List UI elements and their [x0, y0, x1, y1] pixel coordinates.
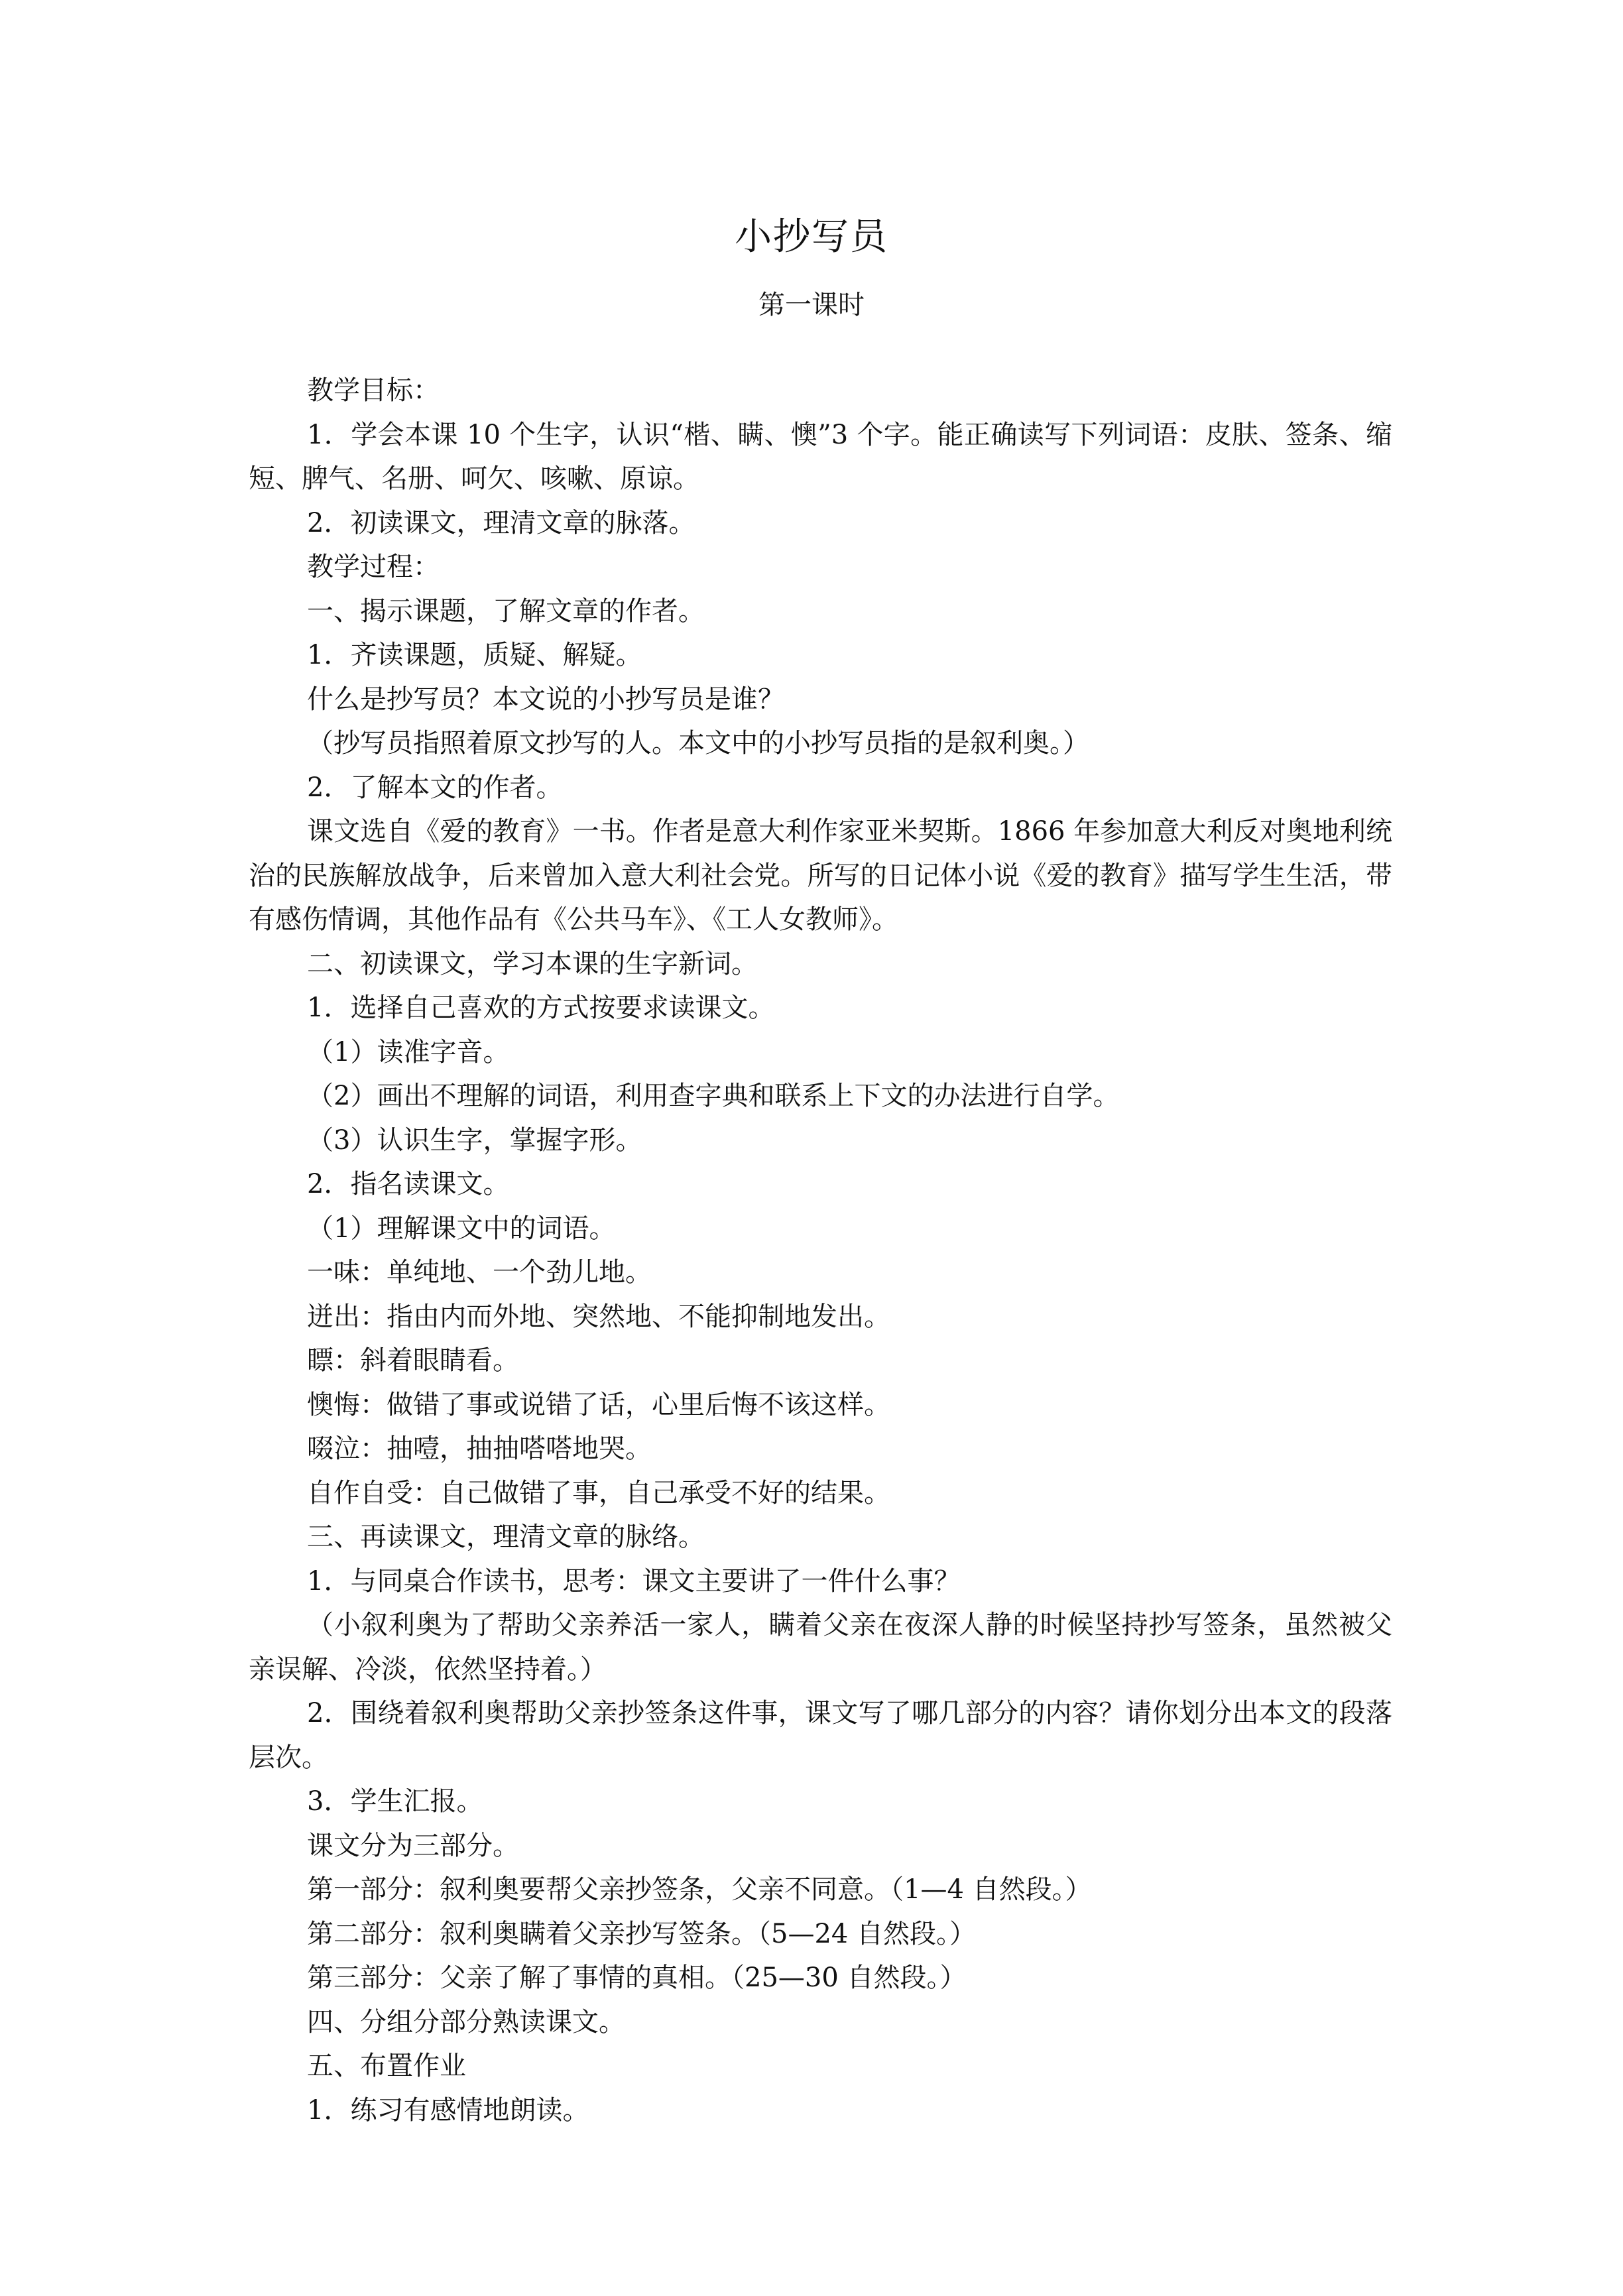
paragraph-heading-goals: 教学目标： — [307, 375, 440, 406]
paragraph: 课文分为三部分。 — [307, 1830, 519, 1861]
paragraph-vocab: 自作自受：自己做错了事，自己承受不好的结果。 — [307, 1477, 890, 1508]
paragraph-goal-2: 2．初读课文，理清文章的脉落。 — [307, 507, 695, 538]
paragraph: 2．围绕着叙利奥帮助父亲抄签条这件事，课文写了哪几部分的内容？请你划分出本文的段落层次。 — [249, 1698, 1392, 1773]
paragraph: （抄写员指照着原文抄写的人。本文中的小抄写员指的是叙利奥。） — [307, 728, 1089, 758]
paragraph-section-1: 一、揭示课题，了解文章的作者。 — [307, 595, 705, 627]
document-subtitle: 第一课时 — [758, 290, 865, 320]
document-title: 小抄写员 — [735, 215, 888, 259]
paragraph-part-1: 第一部分：叙利奥要帮父亲抄签条，父亲不同意。（1—4 自然段。） — [307, 1874, 1092, 1905]
paragraph: 1．选择自己喜欢的方式按要求读课文。 — [307, 993, 775, 1023]
paragraph-part-2: 第二部分：叙利奥瞒着父亲抄写签条。（5—24 自然段。） — [307, 1918, 977, 1949]
paragraph: 3．学生汇报。 — [307, 1786, 483, 1817]
paragraph: 2．了解本文的作者。 — [307, 772, 563, 803]
paragraph: 什么是抄写员？本文说的小抄写员是谁？ — [307, 684, 784, 715]
paragraph: （1）读准字音。 — [307, 1036, 510, 1067]
paragraph-vocab: 啜泣：抽噎，抽抽嗒嗒地哭。 — [307, 1433, 652, 1464]
paragraph-homework-1: 1．练习有感情地朗读。 — [307, 2094, 589, 2126]
paragraph-section-3: 三、再读课文，理清文章的脉络。 — [307, 1522, 705, 1552]
paragraph: （2）画出不理解的词语，利用查字典和联系上下文的办法进行自学。 — [307, 1081, 1120, 1111]
paragraph-part-3: 第三部分：父亲了解了事情的真相。（25—30 自然段。） — [307, 1963, 967, 1993]
paragraph-heading-process: 教学过程： — [307, 552, 440, 582]
paragraph: 1．与同桌合作读书，思考：课文主要讲了一件什么事？ — [307, 1565, 961, 1597]
paragraph-goal-1: 1．学会本课 10 个生字，认识“楷、瞒、懊”3 个字。能正确读写下列词语：皮肤、签条、缩短、脾气、名册、呵欠、咳嗽、原谅。 — [249, 419, 1392, 494]
paragraph-author-intro: 课文选自《爱的教育》一书。作者是意大利作家亚米契斯。1866 年参加意大利反对奥地利统治的民族解放战争，后来曾加入意大利社会党。所写的日记体小说《爱的教育》描写学生生活，带有感伤情调，其他作品有《公共马车》、《工人女教师》。 — [249, 816, 1392, 935]
paragraph: 1．齐读课题，质疑、解疑。 — [307, 640, 642, 670]
paragraph-section-2: 二、初读课文，学习本课的生字新词。 — [307, 948, 758, 979]
paragraph: 2．指名读课文。 — [307, 1169, 510, 1199]
paragraph-vocab: 一味：单纯地、一个劲儿地。 — [307, 1257, 652, 1288]
paragraph-vocab: 迸出：指由内而外地、突然地、不能抑制地发出。 — [307, 1301, 890, 1332]
paragraph-vocab: 懊悔：做错了事或说错了话，心里后悔不该这样。 — [307, 1389, 890, 1420]
paragraph-vocab: 瞟：斜着眼睛看。 — [307, 1345, 519, 1376]
paragraph-section-4: 四、分组分部分熟读课文。 — [307, 2006, 625, 2037]
paragraph: （1）理解课文中的词语。 — [307, 1213, 616, 1244]
paragraph-section-5: 五、布置作业 — [307, 2051, 466, 2081]
paragraph: （3）认识生字，掌握字形。 — [307, 1124, 642, 1156]
document-body — [249, 369, 1392, 2132]
paragraph: （小叙利奥为了帮助父亲养活一家人，瞒着父亲在夜深人静的时候坚持抄写签条，虽然被父亲误解、冷淡，依然坚持着。） — [249, 1610, 1392, 1685]
